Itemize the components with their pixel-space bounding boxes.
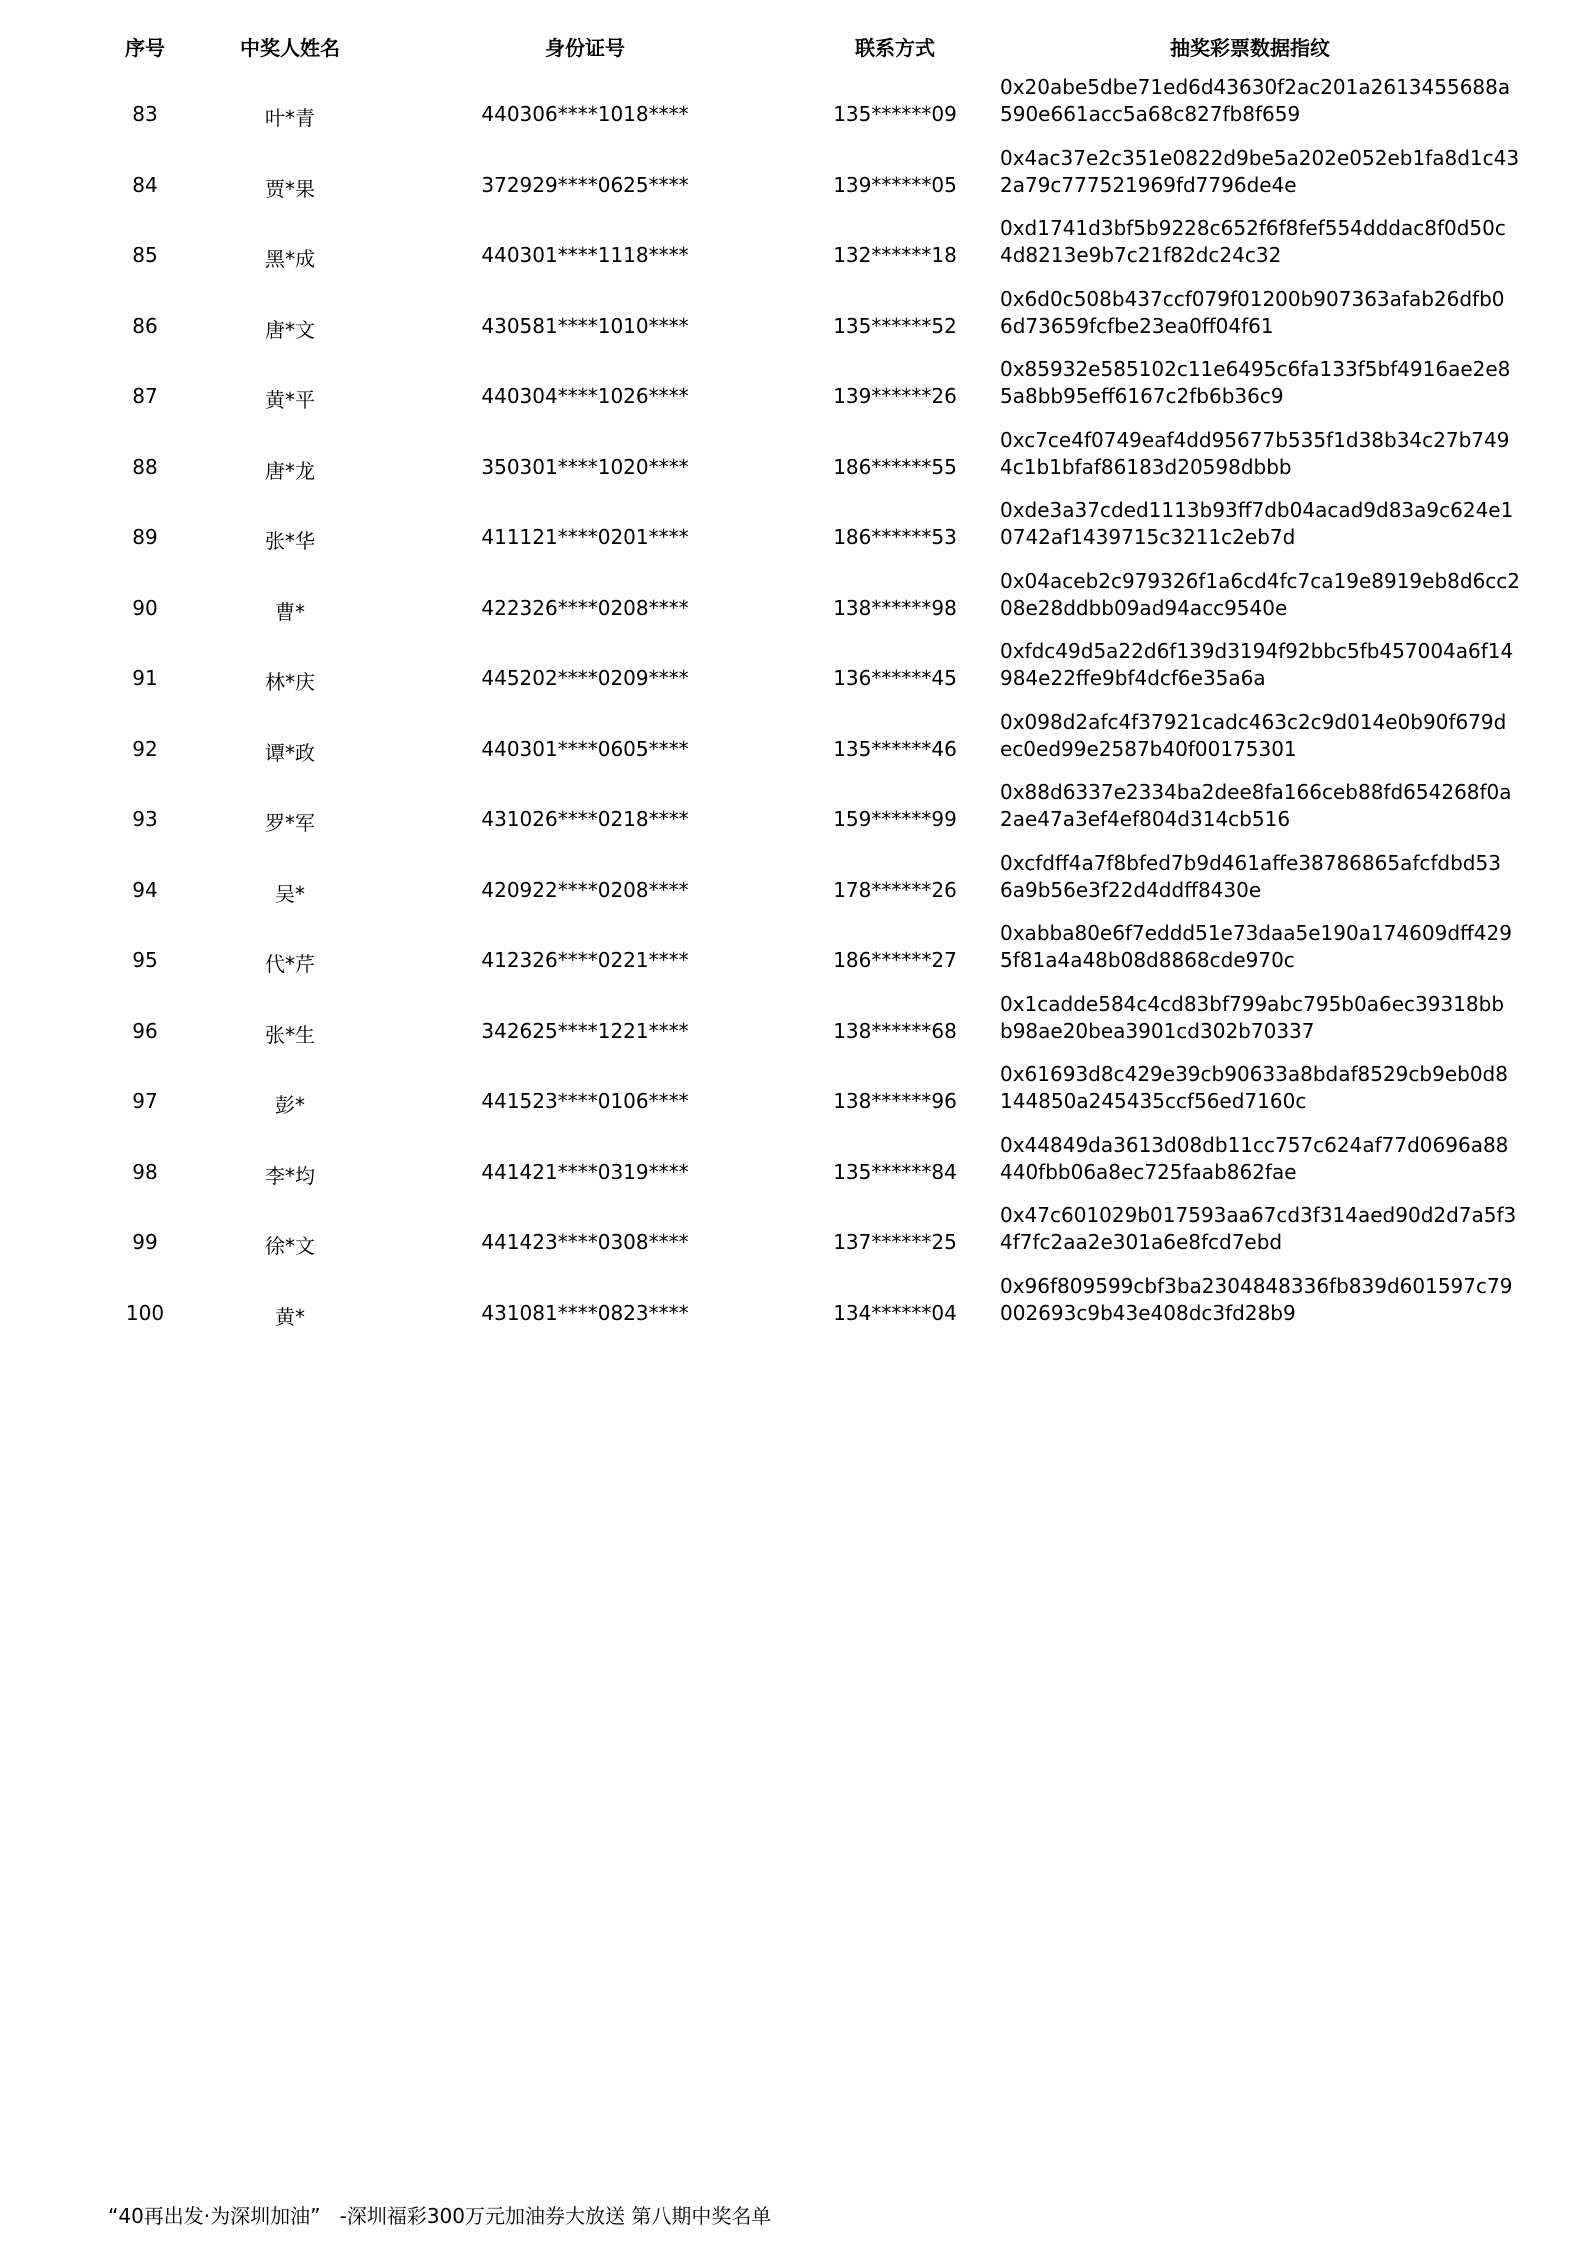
serial-number-cell: 92 (132, 736, 158, 761)
fingerprint-line: 4c1b1bfaf86183d20598dbbb (1000, 454, 1292, 479)
ticket-fingerprint-cell (1000, 352, 1511, 423)
serial-number-cell: 90 (132, 595, 158, 620)
contact-cell: 138******68 (833, 1018, 957, 1043)
serial-number-cell: 93 (132, 807, 158, 831)
ticket-fingerprint-cell (1000, 705, 1507, 776)
fingerprint-line: 0x96f809599cbf3ba2304848336fb839d601597c79 (1000, 1273, 1513, 1298)
fingerprint-line: 0x44849da3613d08db11cc757c624af77d0696a88 (1000, 1132, 1509, 1157)
contact-cell: 136******45 (833, 666, 957, 690)
serial-number-cell: 95 (132, 948, 158, 972)
fingerprint-line: b98ae20bea3901cd302b70337 (1000, 1018, 1315, 1043)
contact-cell: 186******27 (833, 948, 957, 972)
ticket-fingerprint-cell (1000, 141, 1520, 212)
serial-number-cell: 100 (125, 1300, 165, 1325)
fingerprint-line: 2ae47a3ef4ef804d314cb516 (1000, 807, 1291, 831)
contact-cell: 135******52 (833, 313, 957, 338)
serial-number-cell: 98 (132, 1159, 158, 1184)
ticket-fingerprint-cell (1000, 70, 1511, 141)
contact-cell: 134******04 (833, 1300, 957, 1325)
fingerprint-line: 0x47c601029b017593aa67cd3f314aed90d2d7a5f3 (1000, 1203, 1517, 1227)
fingerprint-line: 5f81a4a48b08d8868cde970c (1000, 948, 1295, 972)
fingerprint-line: 0xc7ce4f0749eaf4dd95677b535f1d38b34c27b749 (1000, 427, 1510, 452)
id-number-cell: 441423****0308**** (481, 1230, 689, 1254)
table-row (0, 141, 1586, 212)
fingerprint-line: 0xcfdff4a7f8bfed7b9d461affe38786865afcfdbd53 (1000, 850, 1501, 875)
ticket-fingerprint-cell (1000, 493, 1514, 564)
table-row (0, 423, 1586, 494)
ticket-fingerprint-cell (1000, 211, 1506, 282)
serial-number-cell: 83 (132, 102, 158, 126)
serial-number-cell: 84 (132, 172, 158, 197)
contact-cell: 135******09 (833, 102, 957, 126)
id-number-cell: 420922****0208**** (481, 877, 689, 902)
winner-name-cell: 黑*成 (265, 247, 315, 271)
ticket-fingerprint-cell (1000, 987, 1505, 1058)
winner-name-cell: 吴* (275, 881, 305, 906)
fingerprint-line: 0xabba80e6f7eddd51e73daa5e190a174609dff429 (1000, 921, 1512, 945)
id-number-cell: 440301****0605**** (481, 736, 689, 761)
serial-number-cell: 94 (132, 877, 158, 902)
fingerprint-line: 0xde3a37cded1113b93ff7db04acad9d83a9c624e1 (1000, 498, 1514, 522)
header-id-number: 身份证号 (545, 36, 625, 60)
table-row (0, 1198, 1586, 1269)
header-serial-number: 序号 (125, 36, 165, 60)
table-row (0, 705, 1586, 776)
header-winner-name: 中奖人姓名 (240, 36, 340, 60)
fingerprint-line: 0x098d2afc4f37921cadc463c2c9d014e0b90f679d (1000, 709, 1507, 734)
fingerprint-line: 0x61693d8c429e39cb90633a8bdaf8529cb9eb0d8 (1000, 1062, 1508, 1086)
serial-number-cell: 96 (132, 1018, 158, 1043)
header-ticket-fingerprint: 抽奖彩票数据指纹 (1170, 36, 1330, 60)
ticket-fingerprint-cell (1000, 916, 1512, 987)
fingerprint-line: 5a8bb95eff6167c2fb6b36c9 (1000, 384, 1284, 408)
winner-name-cell: 曹* (275, 599, 305, 624)
contact-cell: 135******84 (833, 1159, 957, 1184)
contact-cell: 139******05 (833, 172, 957, 197)
table-body (0, 70, 1586, 1339)
fingerprint-line: 144850a245435ccf56ed7160c (1000, 1089, 1307, 1113)
ticket-fingerprint-cell (1000, 1128, 1509, 1199)
contact-cell: 137******25 (833, 1230, 957, 1254)
table-row (0, 282, 1586, 353)
serial-number-cell: 89 (132, 525, 158, 549)
serial-number-cell: 97 (132, 1089, 158, 1113)
id-number-cell: 342625****1221**** (481, 1018, 689, 1043)
ticket-fingerprint-cell (1000, 564, 1521, 635)
id-number-cell: 411121****0201**** (481, 525, 689, 549)
ticket-fingerprint-cell (1000, 1269, 1513, 1340)
table-row (0, 916, 1586, 987)
serial-number-cell: 87 (132, 384, 158, 408)
table-row (0, 1269, 1586, 1340)
winner-name-cell: 黄* (275, 1304, 305, 1329)
fingerprint-line: 0x04aceb2c979326f1a6cd4fc7ca19e8919eb8d6cc2 (1000, 568, 1521, 593)
ticket-fingerprint-cell (1000, 1057, 1508, 1128)
table-row (0, 211, 1586, 282)
winner-name-cell: 李*均 (265, 1163, 315, 1188)
contact-cell: 138******98 (833, 595, 957, 620)
fingerprint-line: 590e661acc5a68c827fb8f659 (1000, 102, 1301, 126)
winner-name-cell: 叶*青 (265, 106, 315, 130)
fingerprint-line: 0xd1741d3bf5b9228c652f6f8fef554dddac8f0d50c (1000, 216, 1506, 240)
winner-name-cell: 张*华 (265, 529, 315, 553)
fingerprint-line: 0x85932e585102c11e6495c6fa133f5bf4916ae2e8 (1000, 357, 1511, 381)
contact-cell: 186******55 (833, 454, 957, 479)
contact-cell: 138******96 (833, 1089, 957, 1113)
ticket-fingerprint-cell (1000, 1198, 1517, 1269)
fingerprint-line: 0x20abe5dbe71ed6d43630f2ac201a2613455688a (1000, 75, 1511, 99)
winner-name-cell: 代*芹 (265, 952, 315, 976)
winner-name-cell: 唐*龙 (265, 458, 315, 483)
winner-name-cell: 贾*果 (265, 176, 315, 201)
table-row (0, 352, 1586, 423)
id-number-cell: 440306****1018**** (481, 102, 689, 126)
id-number-cell: 445202****0209**** (481, 666, 689, 690)
fingerprint-line: 4d8213e9b7c21f82dc24c32 (1000, 243, 1282, 267)
contact-cell: 159******99 (833, 807, 957, 831)
winner-name-cell: 唐*文 (265, 317, 315, 342)
ticket-fingerprint-cell (1000, 775, 1512, 846)
fingerprint-line: 0x4ac37e2c351e0822d9be5a202e052eb1fa8d1c43 (1000, 145, 1520, 170)
fingerprint-line: 6a9b56e3f22d4ddff8430e (1000, 877, 1262, 902)
winner-name-cell: 罗*军 (265, 811, 315, 835)
serial-number-cell: 99 (132, 1230, 158, 1254)
contact-cell: 135******46 (833, 736, 957, 761)
id-number-cell: 412326****0221**** (481, 948, 689, 972)
contact-cell: 186******53 (833, 525, 957, 549)
table-row (0, 493, 1586, 564)
table-row (0, 564, 1586, 635)
id-number-cell: 430581****1010**** (481, 313, 689, 338)
id-number-cell: 350301****1020**** (481, 454, 689, 479)
fingerprint-line: 440fbb06a8ec725faab862fae (1000, 1159, 1297, 1184)
table-row (0, 1057, 1586, 1128)
id-number-cell: 431081****0823**** (481, 1300, 689, 1325)
fingerprint-line: 0x88d6337e2334ba2dee8fa166ceb88fd654268f0a (1000, 780, 1512, 804)
ticket-fingerprint-cell (1000, 634, 1514, 705)
header-contact: 联系方式 (855, 36, 935, 60)
winner-name-cell: 张*生 (265, 1022, 315, 1047)
winner-name-cell: 徐*文 (265, 1234, 315, 1258)
fingerprint-line: 0x6d0c508b437ccf079f01200b907363afab26dfb0 (1000, 286, 1505, 311)
id-number-cell: 440304****1026**** (481, 384, 689, 408)
fingerprint-line: 002693c9b43e408dc3fd28b9 (1000, 1300, 1296, 1325)
contact-cell: 178******26 (833, 877, 957, 902)
table-header-row (0, 20, 1586, 70)
id-number-cell: 431026****0218**** (481, 807, 689, 831)
table-row (0, 70, 1586, 141)
fingerprint-line: 0xfdc49d5a22d6f139d3194f92bbc5fb457004a6f14 (1000, 639, 1514, 663)
winners-table (0, 20, 1586, 1339)
serial-number-cell: 91 (132, 666, 158, 690)
fingerprint-line: 0x1cadde584c4cd83bf799abc795b0a6ec39318bb (1000, 991, 1505, 1016)
contact-cell: 132******18 (833, 243, 957, 267)
serial-number-cell: 86 (132, 313, 158, 338)
fingerprint-line: 6d73659fcfbe23ea0ff04f61 (1000, 313, 1274, 338)
serial-number-cell: 85 (132, 243, 158, 267)
id-number-cell: 372929****0625**** (481, 172, 689, 197)
fingerprint-line: ec0ed99e2587b40f00175301 (1000, 736, 1297, 761)
fingerprint-line: 08e28ddbb09ad94acc9540e (1000, 595, 1288, 620)
fingerprint-line: 2a79c777521969fd7796de4e (1000, 172, 1297, 197)
serial-number-cell: 88 (132, 454, 158, 479)
table-row (0, 1128, 1586, 1199)
winner-name-cell: 彭* (275, 1093, 305, 1117)
fingerprint-line: 0742af1439715c3211c2eb7d (1000, 525, 1296, 549)
footer-caption: “40再出发·为深圳加油” -深圳福彩300万元加油券大放送 第八期中奖名单 (108, 2204, 772, 2228)
contact-cell: 139******26 (833, 384, 957, 408)
id-number-cell: 441523****0106**** (481, 1089, 689, 1113)
winner-name-cell: 黄*平 (265, 388, 315, 412)
table-row (0, 846, 1586, 917)
ticket-fingerprint-cell (1000, 846, 1500, 917)
id-number-cell: 440301****1118**** (481, 243, 689, 267)
ticket-fingerprint-cell (1000, 282, 1505, 353)
winner-name-cell: 谭*政 (265, 740, 315, 765)
table-row (0, 987, 1586, 1058)
ticket-fingerprint-cell (1000, 423, 1510, 494)
table-row (0, 634, 1586, 705)
id-number-cell: 441421****0319**** (481, 1159, 689, 1184)
winner-name-cell: 林*庆 (265, 670, 315, 694)
id-number-cell: 422326****0208**** (481, 595, 689, 620)
fingerprint-line: 4f7fc2aa2e301a6e8fcd7ebd (1000, 1230, 1283, 1254)
fingerprint-line: 984e22ffe9bf4dcf6e35a6a (1000, 666, 1266, 690)
table-row (0, 775, 1586, 846)
